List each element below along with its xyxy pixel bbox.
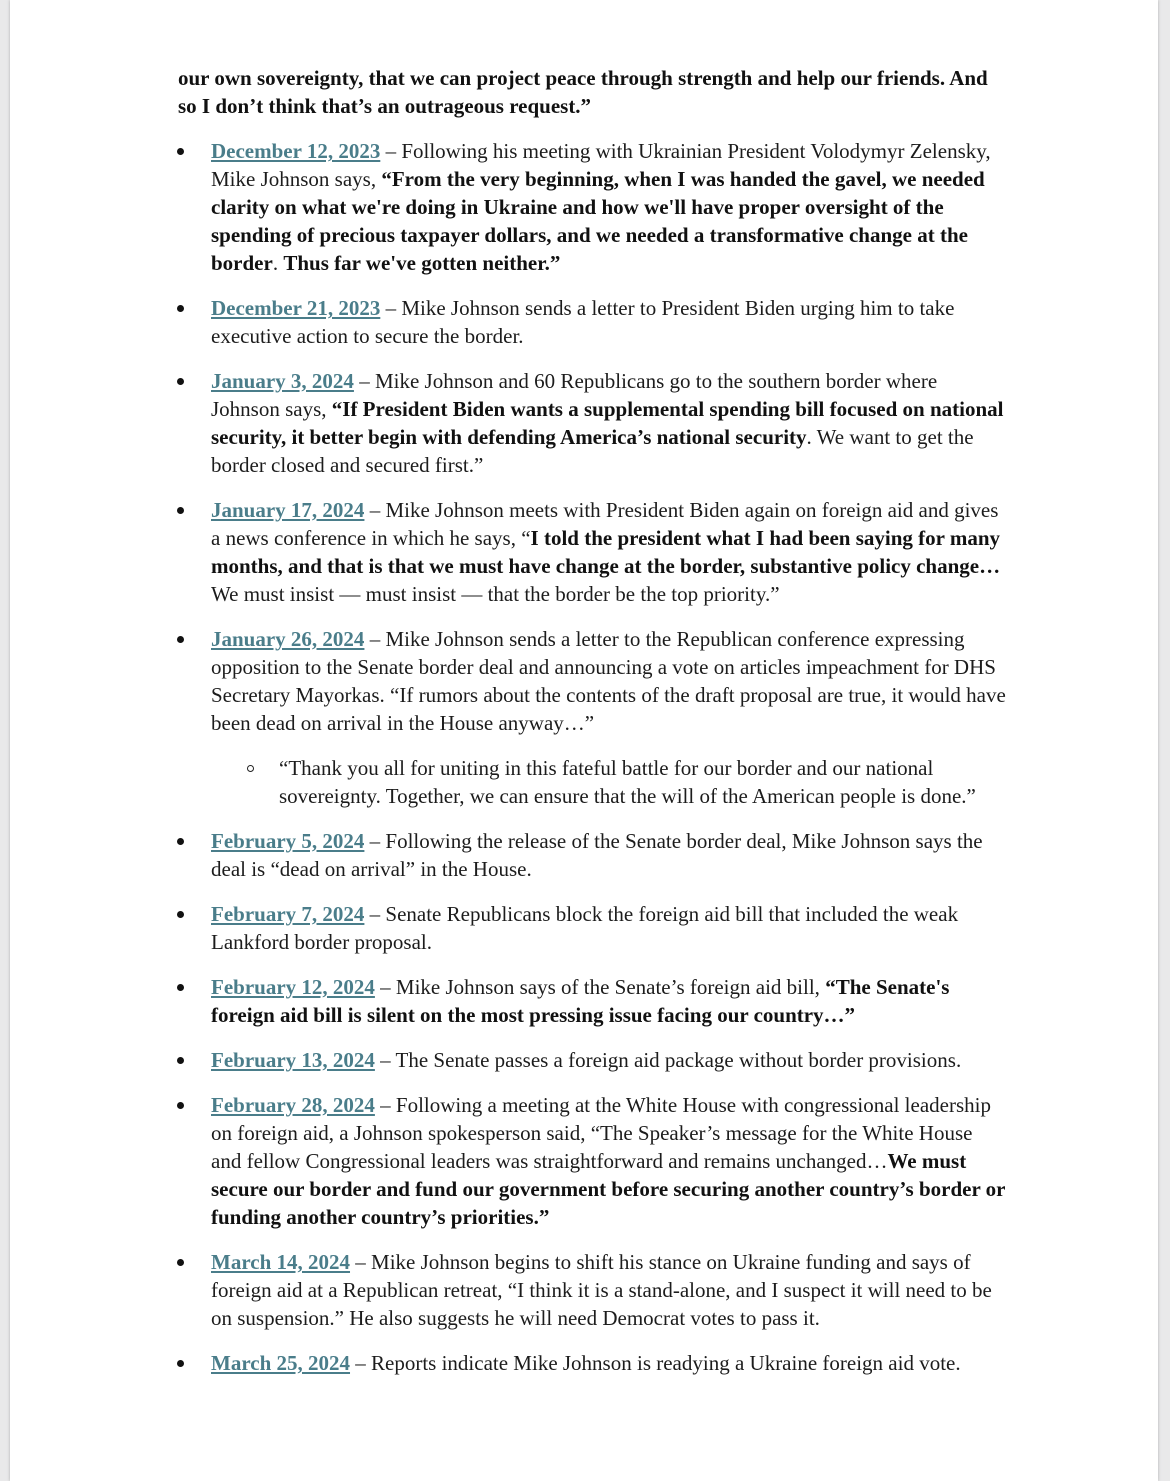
- document-body: [178, 64, 1008, 1394]
- date-link[interactable]: December 21, 2023: [211, 296, 381, 320]
- list-item: [178, 294, 1008, 350]
- entry-bold-quote: “From the very beginning, when I was handed the gavel, we needed clarity on what we're doing in Ukraine and how we'll have proper oversight of the spending of precious taxpayer dollars, and we needed a transformative change at the border: [211, 167, 985, 275]
- date-link[interactable]: February 28, 2024: [211, 1093, 375, 1117]
- entry-text: – Reports indicate Mike Johnson is readying a Ukraine foreign aid vote.: [350, 1351, 961, 1375]
- entry-text: . We want to get the border closed and secured first.”: [211, 425, 974, 477]
- entry-text: – Following his meeting with Ukrainian President Volodymyr Zelensky, Mike Johnson says,: [211, 139, 991, 191]
- date-link[interactable]: February 13, 2024: [211, 1048, 375, 1072]
- entry-text: – Mike Johnson begins to shift his stance on Ukraine funding and says of foreign aid at a Republican retreat, “I think it is a stand-alone, and I suspect it will need to be on suspension.” He also suggests he will need Democrat votes to pass it.: [211, 1250, 992, 1330]
- list-item: [178, 137, 1008, 277]
- entry-bold-quote: “If President Biden wants a supplemental spending bill focused on national security, it better begin with defending America’s national security: [211, 397, 1004, 449]
- date-link[interactable]: March 14, 2024: [211, 1250, 351, 1274]
- date-link[interactable]: February 12, 2024: [211, 975, 375, 999]
- list-item: [178, 367, 1008, 479]
- timeline-list: [178, 137, 1008, 1377]
- document-page: [10, 0, 1158, 1481]
- entry-text: – Mike Johnson says of the Senate’s foreign aid bill,: [374, 975, 826, 999]
- date-link[interactable]: January 3, 2024: [211, 369, 354, 393]
- list-item: [178, 496, 1008, 608]
- list-item: [178, 1091, 1008, 1231]
- date-link[interactable]: February 5, 2024: [211, 829, 365, 853]
- date-link[interactable]: December 12, 2023: [211, 139, 381, 163]
- entry-text: We must insist — must insist — that the border be the top priority.”: [211, 582, 780, 606]
- entry-text: – Mike Johnson sends a letter to the Republican conference expressing opposition to the Senate border deal and announcing a vote on articles impeachment for DHS Secretary Mayorkas. “If rumors about the contents of the draft proposal are true, it would have been dead on arrival in the House anyway…”: [211, 627, 1006, 735]
- list-item: [178, 1046, 1008, 1074]
- entry-bold-quote: We must secure our border and fund our government before securing another country’s border or funding another country’s priorities.”: [211, 1149, 1006, 1229]
- list-item: [178, 900, 1008, 956]
- entry-bold-quote: Thus far we've gotten neither.”: [283, 251, 561, 275]
- sub-list-item: “Thank you all for uniting in this fateful battle for our border and our national sovereignty. Together, we can ensure that the will of the American people is done.”: [211, 754, 1008, 810]
- entry-bold-quote: “The Senate's foreign aid bill is silent on the most pressing issue facing our country…”: [211, 975, 950, 1027]
- sub-list: [211, 754, 1008, 810]
- list-item: [178, 973, 1008, 1029]
- entry-text: – Following the release of the Senate border deal, Mike Johnson says the deal is “dead on arrival” in the House.: [211, 829, 983, 881]
- date-link[interactable]: March 25, 2024: [211, 1351, 351, 1375]
- intro-quote-continuation: our own sovereignty, that we can project peace through strength and help our friends. And so I don’t think that’s an outrageous request.”: [178, 66, 988, 118]
- date-link[interactable]: January 17, 2024: [211, 498, 365, 522]
- entry-text: – Senate Republicans block the foreign aid bill that included the weak Lankford border proposal.: [211, 902, 959, 954]
- list-item: [178, 1349, 1008, 1377]
- entry-text: .: [272, 251, 284, 275]
- entry-bold-quote: I told the president what I had been saying for many months, and that is that we must have change at the border, substantive policy change…: [211, 526, 1001, 578]
- entry-text: – The Senate passes a foreign aid package without border provisions.: [374, 1048, 962, 1072]
- entry-text: – Mike Johnson meets with President Biden again on foreign aid and gives a news conference in which he says, “: [211, 498, 999, 550]
- list-item: [178, 625, 1008, 810]
- date-link[interactable]: January 26, 2024: [211, 627, 365, 651]
- list-item: [178, 827, 1008, 883]
- date-link[interactable]: February 7, 2024: [211, 902, 365, 926]
- list-item: [178, 1248, 1008, 1332]
- entry-text: – Mike Johnson and 60 Republicans go to the southern border where Johnson says,: [211, 369, 938, 421]
- entry-text: – Mike Johnson sends a letter to President Biden urging him to take executive action to secure the border.: [211, 296, 955, 348]
- entry-text: – Following a meeting at the White House with congressional leadership on foreign aid, a Johnson spokesperson said, “The Speaker’s message for the White House and fellow Congressional leaders was straightforward and remains unchanged…: [211, 1093, 991, 1173]
